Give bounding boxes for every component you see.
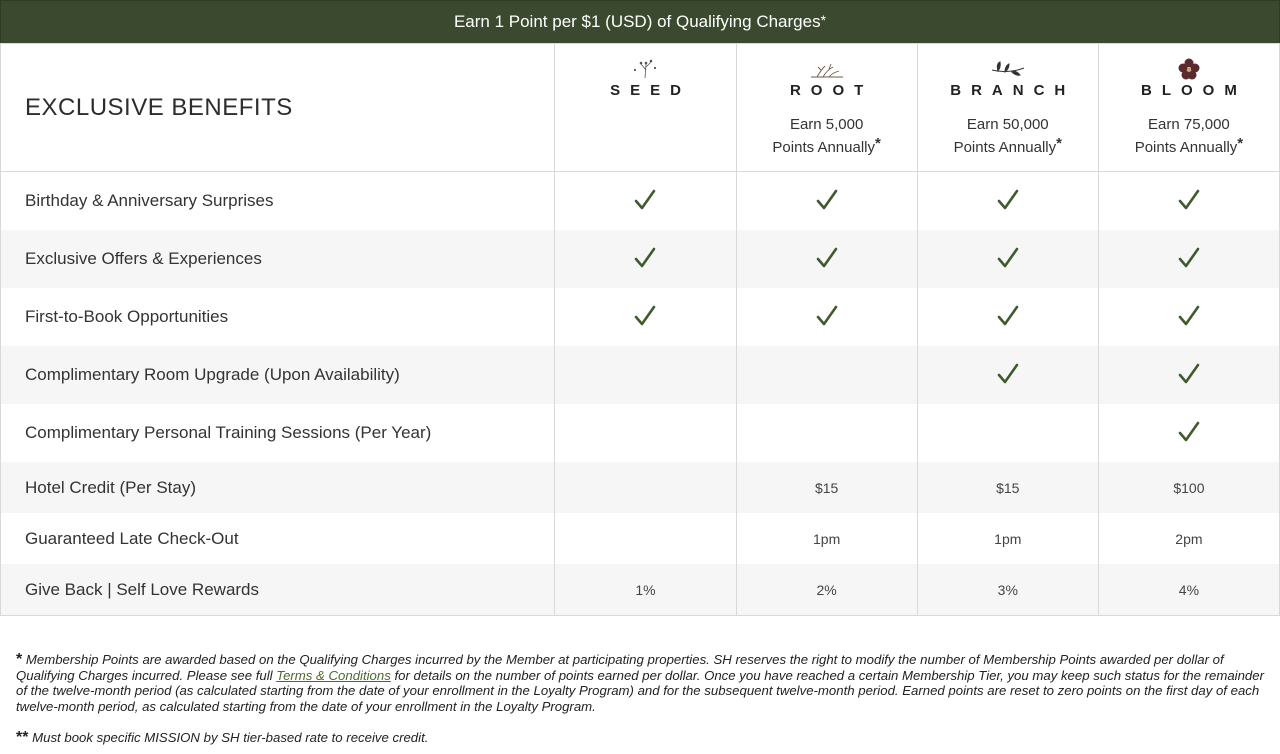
footnote-1-text-before: Membership Points are awarded based on the Qualifying Charges incurred by the Member at participating properties. SH reserves the right to modify the number of Membership Points awarded per dollar of Qualifying Charges incurred. Please see full [16,652,1224,683]
benefit-value-cell [555,230,736,288]
benefit-value: 4% [1178,581,1200,598]
tier-seed [555,44,736,172]
benefit-value-cell [555,564,736,616]
benefit-row [1,462,1280,513]
benefit-rows [1,172,1280,616]
tier-earn-text [1099,113,1279,159]
benefits-table [0,43,1280,616]
root-branch-icon [737,58,917,80]
benefit-row [1,288,1280,346]
benefit-value-cell [555,172,736,231]
footnote-2-marker: ** [16,729,29,746]
benefit-value-cell [917,346,1098,404]
tier-earn-line2: Points Annually [772,139,875,156]
benefit-value: $100 [1173,479,1205,496]
tier-name: SEED [610,82,691,99]
benefit-label: Birthday & Anniversary Surprises [1,172,555,231]
benefit-row [1,172,1280,231]
footnote-2-text: Must book specific MISSION by SH tier-based rate to receive credit. [32,730,429,745]
banner-text: Earn 1 Point per $1 (USD) of Qualifying Charges [453,12,821,31]
footnote-1-text-after: for details on the number of points earned per dollar. Once you have reached a certain Membership Tier, you may keep such status for the remainder of the twelve-month period (as calculated starting from the date of your enrollment in the Loyalty Program) and for the subsequent twelve-month period. Earned points are reset to zero points on the first day of each twelve-month period, as calculated starting from the date of your enrollment in the Loyalty Program. [16,667,1264,714]
benefit-value-cell [1098,346,1279,404]
checkmark-icon [1177,362,1201,386]
tier-header-row [1,44,1280,172]
benefit-value-cell [1098,564,1279,616]
tier-branch [917,44,1098,172]
benefit-value-cell [917,288,1098,346]
footnote-2 [16,730,1264,746]
tier-earn-line1: Earn 50,000 [966,116,1049,133]
footnote-1 [16,652,1264,714]
checkmark-icon [996,362,1020,386]
benefit-value-cell [1098,462,1279,513]
benefit-value-cell [555,513,736,564]
tier-earn-line2: Points Annually [953,139,1057,156]
leaf-branch-icon [918,58,1098,80]
footnote-1-marker: * [16,651,23,668]
checkmark-icon [633,304,657,328]
benefit-value: 1pm [994,530,1022,547]
benefit-value-cell [736,513,917,564]
checkmark-icon [1177,420,1201,444]
benefit-value: 2pm [1175,530,1203,547]
benefit-value-cell [736,230,917,288]
benefit-row [1,346,1280,404]
tier-earn-line2: Points Annually [1134,139,1238,156]
benefit-value-cell [736,172,917,231]
tier-root [736,44,917,172]
benefit-value: $15 [996,479,1020,496]
benefit-value: $15 [814,479,839,496]
benefit-value-cell [555,462,736,513]
benefit-value-cell [1098,230,1279,288]
tier-name: BLOOM [1141,82,1247,99]
benefit-label: Guaranteed Late Check-Out [1,513,555,564]
benefit-value-cell [555,404,736,462]
benefit-value-cell [555,288,736,346]
terms-conditions-link[interactable]: Terms & Conditions [276,667,391,683]
benefit-row [1,513,1280,564]
checkmark-icon [815,188,839,212]
benefit-value-cell [736,346,917,404]
benefit-value-cell [736,288,917,346]
benefit-value: 3% [997,581,1018,598]
benefit-value-cell [1098,513,1279,564]
checkmark-icon [996,304,1020,328]
benefit-value: 1% [635,581,656,598]
tier-name: BRANCH [950,82,1076,99]
benefit-value-cell [1098,404,1279,462]
benefit-value-cell [917,462,1098,513]
benefit-row [1,404,1280,462]
points-banner [0,0,1280,43]
benefit-value-cell [555,346,736,404]
checkmark-icon [633,188,657,212]
benefit-row [1,564,1280,616]
benefit-value-cell [736,564,917,616]
checkmark-icon [815,304,839,328]
checkmark-icon [1177,304,1201,328]
tier-name: ROOT [789,82,874,99]
tier-bloom [1098,44,1279,172]
header-title-cell [1,44,555,172]
benefit-value-cell [736,404,917,462]
benefit-value-cell [917,172,1098,231]
tier-earn-text [737,113,917,159]
tier-earn-line1: Earn 5,000 [789,116,864,133]
flower-icon [1099,58,1279,80]
benefit-value-cell [736,462,917,513]
benefit-value: 2% [816,581,837,598]
benefit-label: First-to-Book Opportunities [1,288,555,346]
benefit-value-cell [917,230,1098,288]
benefit-label: Exclusive Offers & Experiences [1,230,555,288]
tier-earn-asterisk: * [1056,135,1062,152]
tier-earn-text [918,113,1098,159]
footnotes [0,616,1280,746]
benefit-label: Give Back | Self Love Rewards [1,564,555,616]
checkmark-icon [996,188,1020,212]
tier-earn-asterisk: * [875,135,881,152]
checkmark-icon [1177,246,1201,270]
benefit-label: Complimentary Room Upgrade (Upon Availability) [1,346,555,404]
checkmark-icon [996,246,1020,270]
benefit-label: Complimentary Personal Training Sessions (Per Year) [1,404,555,462]
tier-earn-line1: Earn 75,000 [1148,116,1230,133]
checkmark-icon [815,246,839,270]
benefit-label: Hotel Credit (Per Stay) [1,462,555,513]
benefit-value: 1pm [813,530,841,547]
benefit-value-cell [917,404,1098,462]
benefit-value-cell [917,513,1098,564]
benefit-value-cell [1098,172,1279,231]
checkmark-icon [633,246,657,270]
banner-asterisk: * [820,12,827,28]
page-title: EXCLUSIVE BENEFITS [25,94,293,121]
tier-earn-asterisk: * [1237,135,1244,152]
benefit-row [1,230,1280,288]
checkmark-icon [1177,188,1201,212]
benefit-value-cell [1098,288,1279,346]
seed-sprig-icon [555,58,735,80]
benefit-value-cell [917,564,1098,616]
